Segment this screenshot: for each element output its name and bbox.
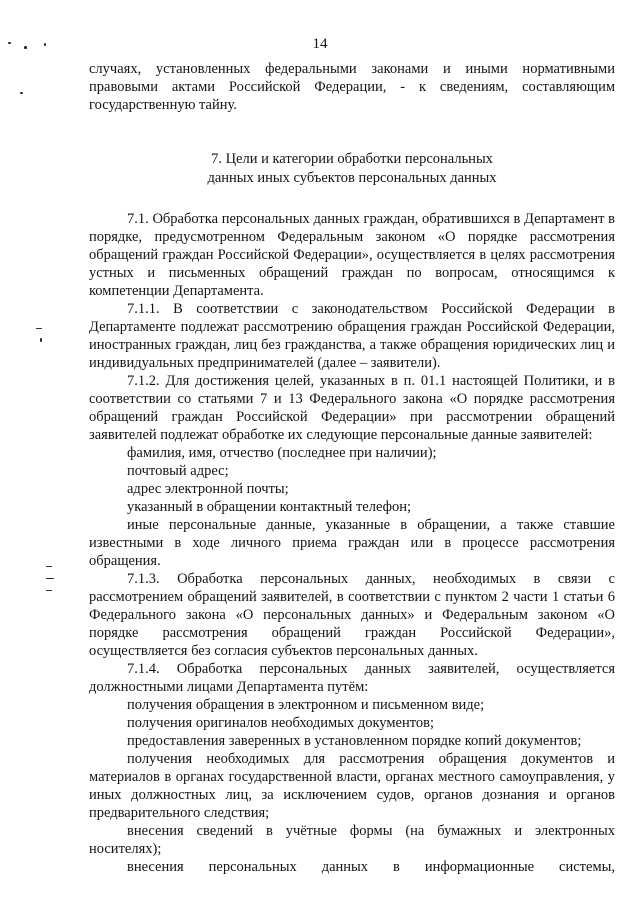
list-item: указанный в обращении контактный телефон; [127, 499, 412, 515]
list-item: иные персональные данные, указанные в обращении, а также ставшие известными в ходе личного приема граждан или в процессе рассмотрения обращения. [89, 517, 615, 569]
list-item: внесения сведений в учётные формы (на бумажных и электронных носителях); [89, 823, 615, 857]
page-number: 14 [312, 36, 328, 52]
paragraph-7-1-2: 7.1.2. Для достижения целей, указанных в п. 01.1 настоящей Политики, и в соответствии со статьями 7 и 13 Федерального закона «О порядке рассмотрения обращений граждан Российской Федерации» при рассмотрении обращений заявителей подлежат обработке их следующие персональные данные заявителей: [89, 373, 615, 443]
list-item: почтовый адрес; [127, 463, 229, 479]
document-body [89, 60, 615, 876]
scan-speck [20, 92, 23, 94]
list-7-1-4 [89, 696, 615, 876]
list-item: фамилия, имя, отчество (последнее при наличии); [127, 445, 437, 461]
paragraph-7-1-3: 7.1.3. Обработка персональных данных, необходимых в связи с рассмотрением обращений заявителей, в соответствии с пунктом 2 части 1 статьи 6 Федерального закона «О персональных данных» и Федеральным законом «О порядке рассмотрения обращений граждан Российской Федерации», осуществляется без согласия субъектов персональных данных. [89, 571, 615, 659]
section-title-line-2: данных иных субъектов персональных данных [207, 170, 497, 186]
paragraph-7-1: 7.1. Обработка персональных данных граждан, обратившихся в Департамент в порядке, предусмотренном Федеральным законом «О порядке рассмотрения обращений граждан Российской Федерации», осуществляется в целях рассмотрения устных и письменных обращений граждан по вопросам, относящимся к компетенции Департамента. [89, 211, 615, 299]
list-item: получения оригиналов необходимых документов; [127, 715, 434, 731]
scan-speck [44, 43, 46, 46]
scan-speck [36, 328, 42, 329]
scan-speck [8, 42, 11, 44]
intro-paragraph: случаях, установленных федеральными законами и иными нормативными правовыми актами Российской Федерации, - к сведениям, составляющим государственную тайну. [89, 61, 615, 113]
list-item: предоставления заверенных в установленном порядке копий документов; [127, 733, 582, 749]
list-item: адрес электронной почты; [127, 481, 289, 497]
section-title-line-1: 7. Цели и категории обработки персональных [211, 151, 493, 167]
paragraph-7-1-4: 7.1.4. Обработка персональных данных заявителей, осуществляется должностными лицами Департамента путём: [89, 661, 615, 695]
list-7-1-2 [89, 444, 615, 570]
scan-speck [40, 338, 42, 342]
list-item: получения необходимых для рассмотрения обращения документов и материалов в органах государственной власти, органах местного самоуправления, у иных должностных лиц, за исключением судов, органов дознания и органов предварительного следствия; [89, 751, 615, 821]
section-title [89, 150, 615, 188]
list-item: внесения персональных данных в информационные системы, [127, 859, 615, 875]
scan-speck [46, 590, 52, 591]
scan-speck [46, 578, 54, 579]
scan-speck [24, 46, 27, 49]
list-item: получения обращения в электронном и письменном виде; [127, 697, 485, 713]
paragraph-7-1-1: 7.1.1. В соответствии с законодательством Российской Федерации в Департаменте подлежат рассмотрению обращения граждан Российской Федерации, иностранных граждан, лиц без гражданства, а также обращения юридических лиц и индивидуальных предпринимателей (далее – заявители). [89, 301, 615, 371]
scan-speck [46, 566, 52, 567]
